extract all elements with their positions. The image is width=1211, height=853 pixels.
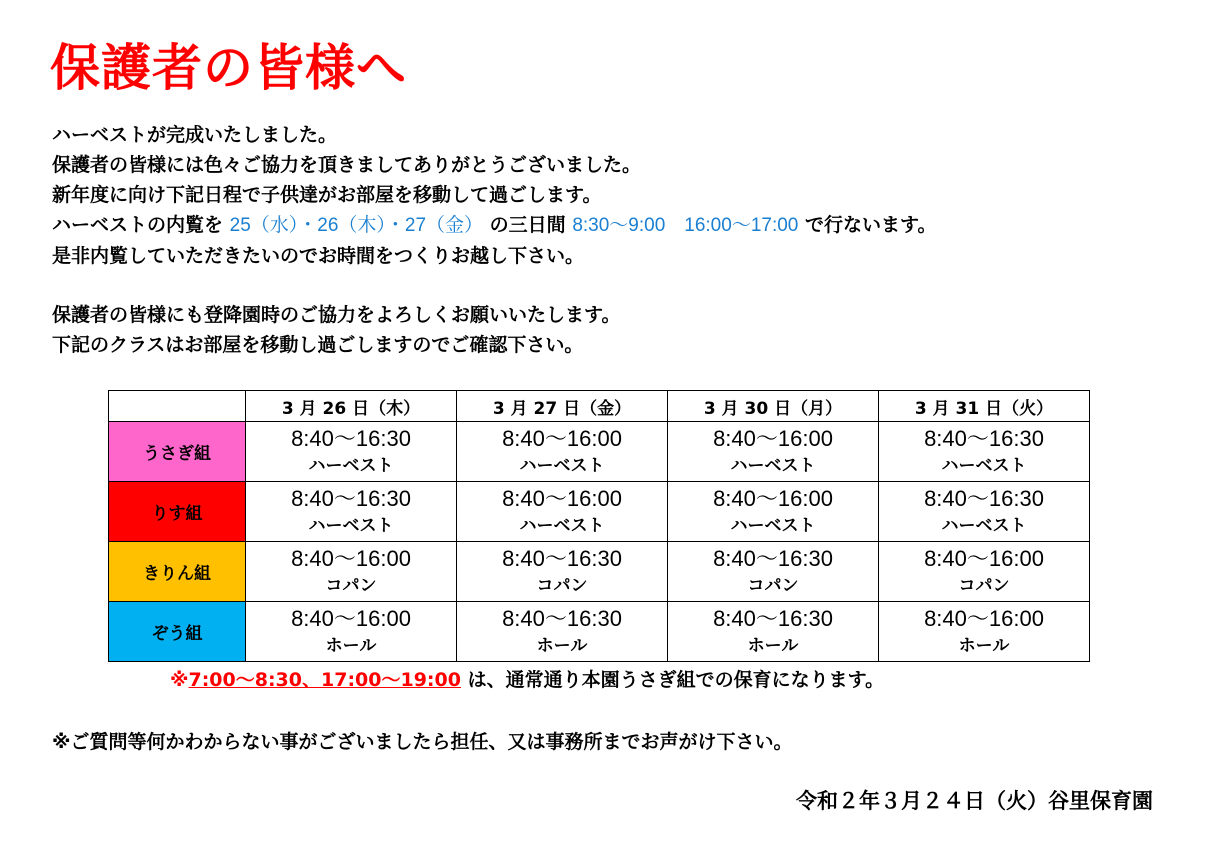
- schedule-cell: [457, 542, 668, 602]
- room-name: コパン: [536, 575, 588, 596]
- header-date: 3 月 30 日（月）: [668, 391, 879, 422]
- room-name: ハーベスト: [730, 455, 816, 476]
- schedule-cell: [246, 422, 457, 482]
- table-row: [109, 422, 1090, 482]
- time-range: 8:40～16:00: [924, 605, 1044, 631]
- room-name: ハーベスト: [519, 455, 605, 476]
- table-header-row: [109, 391, 1090, 422]
- schedule-cell: [668, 482, 879, 542]
- room-name: ホール: [747, 635, 799, 656]
- time-range: 8:40～16:00: [713, 485, 833, 511]
- class-name-cell: ぞう組: [109, 602, 246, 662]
- header-date: 3 月 27 日（金）: [457, 391, 668, 422]
- room-name: コパン: [325, 575, 377, 596]
- note-mark: ※: [170, 669, 189, 691]
- intro-line: 保護者の皆様には色々ご協力を頂きましてありがとうございました。: [52, 154, 642, 176]
- time-range: 8:40～16:30: [502, 545, 622, 571]
- table-row: [109, 542, 1090, 602]
- schedule-cell: [879, 422, 1090, 482]
- note-text: は、通常通り本園うさぎ組での保育になります。: [467, 669, 885, 691]
- time-range: 8:40～16:30: [924, 425, 1044, 451]
- note-hours: 7:00～8:30、17:00～19:00: [188, 669, 461, 691]
- room-name: コパン: [958, 575, 1010, 596]
- time-range: 8:40～16:00: [713, 425, 833, 451]
- time-range: 8:40～16:30: [924, 485, 1044, 511]
- intro-line: ハーベストが完成いたしました。: [52, 124, 338, 146]
- room-name: ハーベスト: [308, 515, 394, 536]
- header-date: 3 月 31 日（火）: [879, 391, 1090, 422]
- request-line: 下記のクラスはお部屋を移動し過ごしますのでご確認下さい。: [52, 334, 584, 356]
- preview-times: 8:30～9:00 16:00～17:00: [572, 215, 799, 236]
- time-range: 8:40～16:00: [502, 425, 622, 451]
- request-paragraph: [52, 300, 620, 360]
- time-range: 8:40～16:30: [291, 425, 411, 451]
- room-name: ハーベスト: [941, 515, 1027, 536]
- room-name: ホール: [536, 635, 588, 656]
- intro-line: 新年度に向け下記日程で子供達がお部屋を移動して過ごします。: [52, 184, 602, 206]
- header-corner-cell: [109, 391, 246, 422]
- schedule-cell: [668, 422, 879, 482]
- preview-schedule-line: [52, 210, 936, 241]
- intro-paragraph: [52, 120, 936, 271]
- table-row: [109, 602, 1090, 662]
- preview-text: の三日間: [489, 214, 566, 236]
- page-title: 保護者の皆様へ: [50, 39, 407, 97]
- header-date: 3 月 26 日（木）: [246, 391, 457, 422]
- room-name: ホール: [958, 635, 1010, 656]
- schedule-cell: [246, 602, 457, 662]
- time-range: 8:40～16:00: [924, 545, 1044, 571]
- time-range: 8:40～16:30: [713, 605, 833, 631]
- class-name-cell: きりん組: [109, 542, 246, 602]
- intro-line: 是非内覧していただきたいのでお時間をつくりお越し下さい。: [52, 245, 585, 267]
- preview-text: で行ないます。: [805, 214, 937, 236]
- room-name: コパン: [747, 575, 799, 596]
- room-name: ハーベスト: [308, 455, 394, 476]
- room-name: ハーベスト: [519, 515, 605, 536]
- time-range: 8:40～16:00: [502, 485, 622, 511]
- preview-dates: 25（水）・26（木）・27（金）: [229, 215, 484, 236]
- schedule-cell: [246, 482, 457, 542]
- schedule-cell: [879, 602, 1090, 662]
- time-range: 8:40～16:30: [713, 545, 833, 571]
- class-name-cell: うさぎ組: [109, 422, 246, 482]
- contact-note: ※ご質問等何かわからない事がございましたら担任、又は事務所までお声がけ下さい。: [52, 731, 793, 753]
- time-range: 8:40～16:00: [291, 545, 411, 571]
- date-signature: 令和２年３月２４日（火）谷里保育園: [796, 789, 1153, 813]
- room-name: ハーベスト: [730, 515, 816, 536]
- table-row: [109, 482, 1090, 542]
- class-name-cell: りす組: [109, 482, 246, 542]
- schedule-cell: [457, 602, 668, 662]
- time-range: 8:40～16:30: [502, 605, 622, 631]
- time-range: 8:40～16:00: [291, 605, 411, 631]
- room-name: ハーベスト: [941, 455, 1027, 476]
- schedule-cell: [457, 482, 668, 542]
- room-name: ホール: [325, 635, 377, 656]
- schedule-cell: [879, 542, 1090, 602]
- schedule-cell: [457, 422, 668, 482]
- time-range: 8:40～16:30: [291, 485, 411, 511]
- schedule-cell: [668, 602, 879, 662]
- schedule-cell: [668, 542, 879, 602]
- schedule-table: [108, 390, 1090, 662]
- schedule-cell: [879, 482, 1090, 542]
- preview-text: ハーベストの内覧を: [52, 214, 224, 236]
- request-line: 保護者の皆様にも登降園時のご協力をよろしくお願いいたします。: [52, 304, 621, 326]
- hours-note: [170, 666, 884, 694]
- schedule-cell: [246, 542, 457, 602]
